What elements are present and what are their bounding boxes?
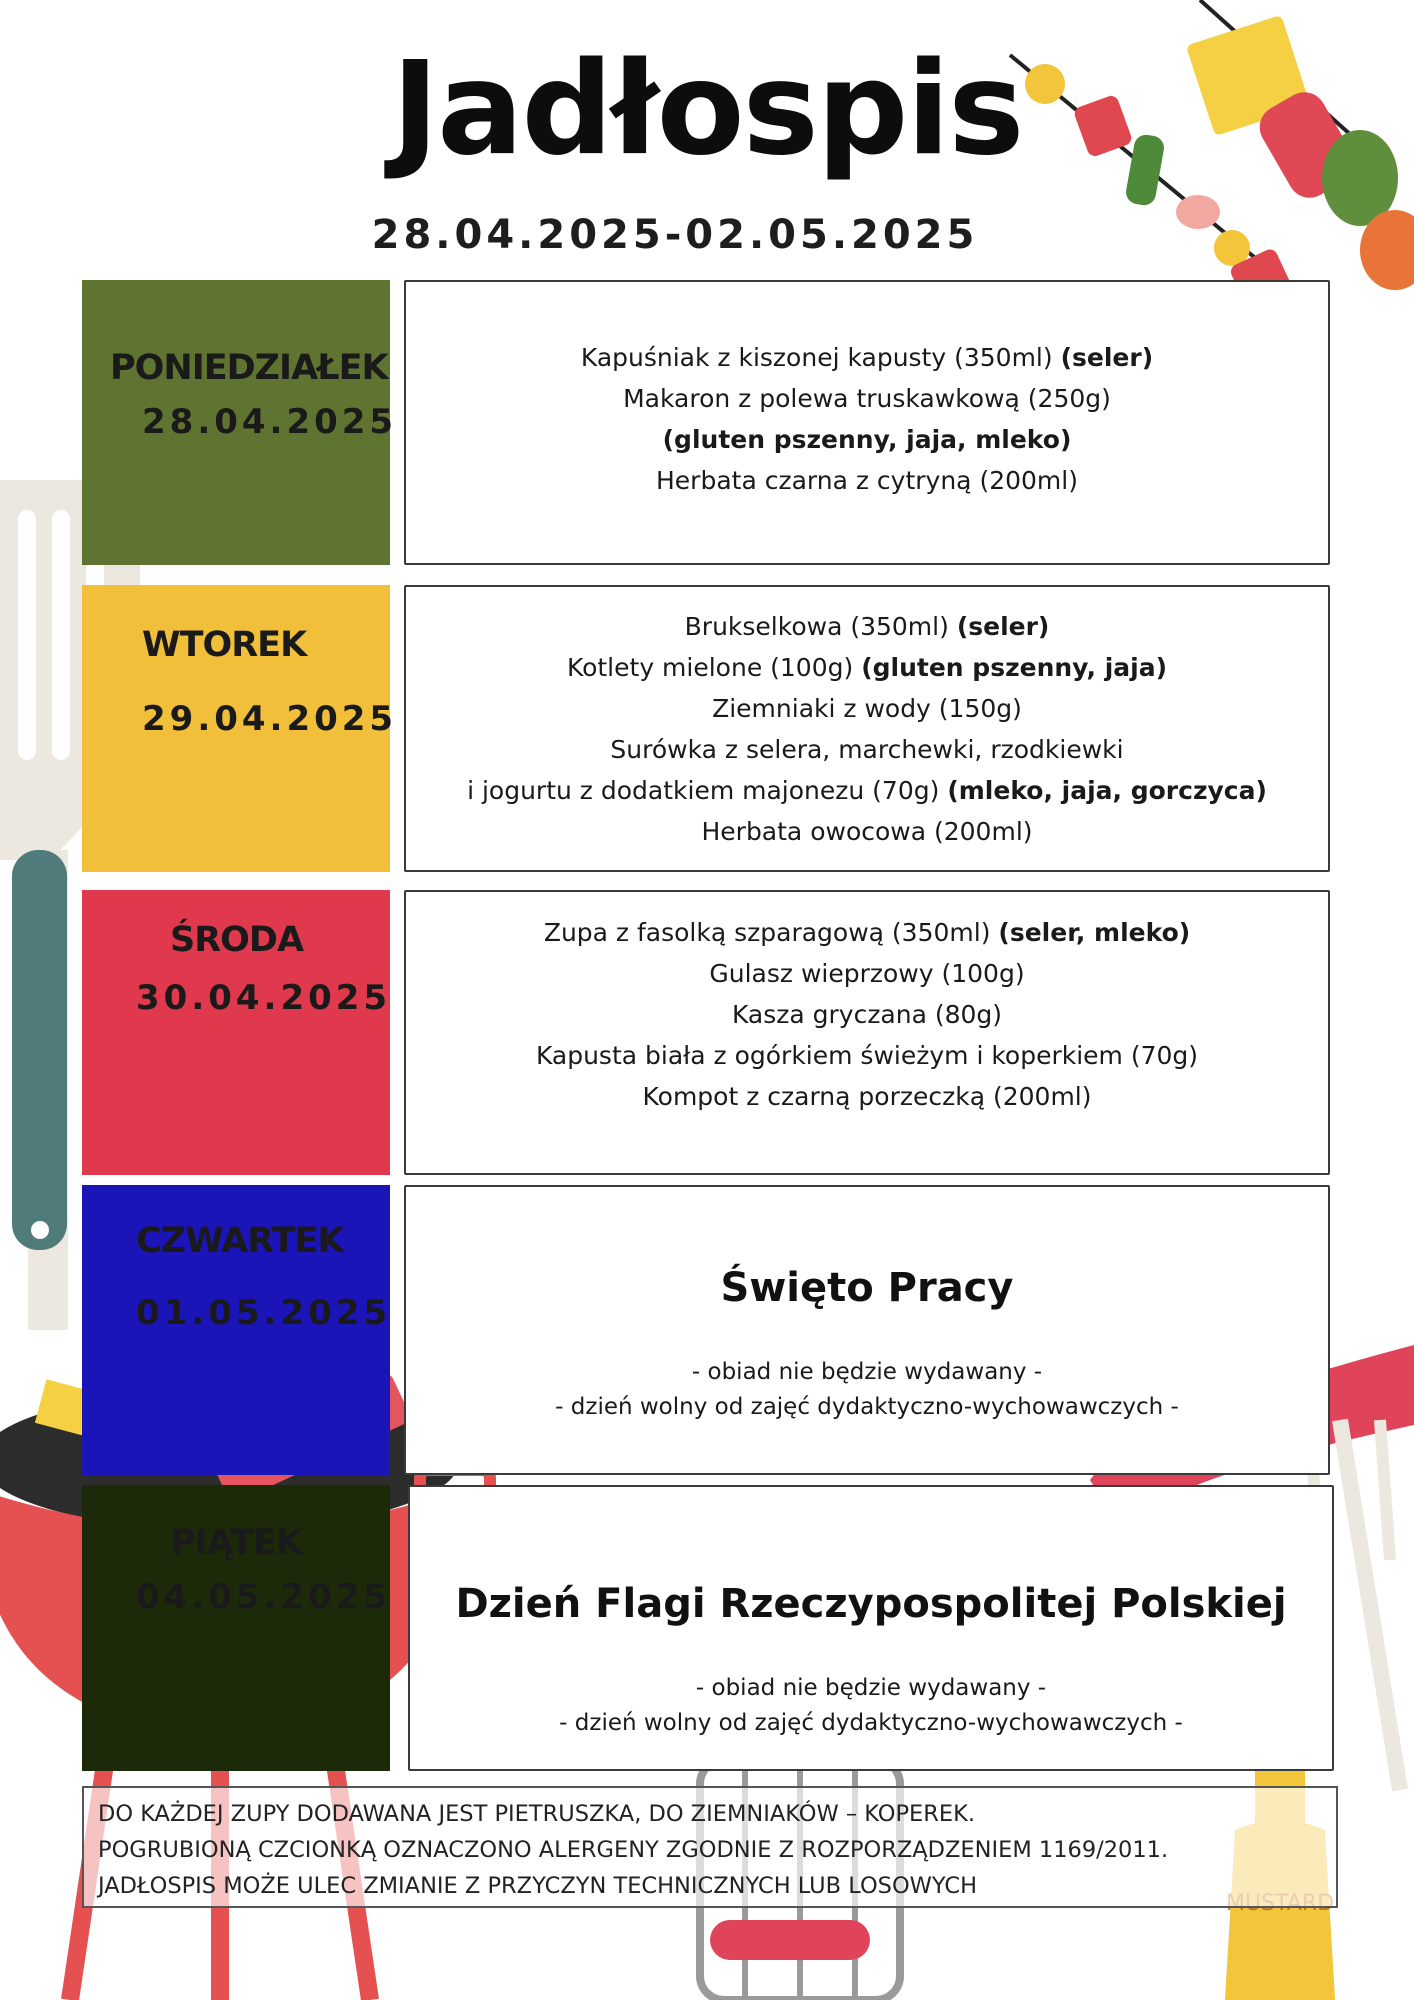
day-date: 04.05.2025 xyxy=(136,1577,392,1617)
holiday-note: - dzień wolny od zajęć dydaktyczno-wychowawczych - xyxy=(555,1394,1179,1420)
menu-lines xyxy=(406,912,1328,1117)
holiday-title: Święto Pracy xyxy=(720,1265,1014,1311)
menu-lines xyxy=(406,606,1328,852)
menu-line: Ziemniaki z wody (150g) xyxy=(712,694,1022,723)
menu-line: Surówka z selera, marchewki, rzodkiewki xyxy=(610,735,1124,764)
day-box-tuesday xyxy=(82,585,398,872)
day-date: 28.04.2025 xyxy=(142,402,398,442)
menu-line: (gluten pszenny, jaja, mleko) xyxy=(662,425,1072,454)
menu-box-friday xyxy=(408,1485,1334,1771)
holiday-title: Dzień Flagi Rzeczypospolitej Polskiej xyxy=(455,1581,1287,1627)
menu-box-tuesday xyxy=(404,585,1330,872)
menu-line: Zupa z fasolką szparagową (350ml) (seler, mleko) xyxy=(543,918,1191,947)
menu-box-thursday xyxy=(404,1185,1330,1475)
footnote-line: DO KAŻDEJ ZUPY DODAWANA JEST PIETRUSZKA, DO ZIEMNIAKÓW – KOPEREK. xyxy=(98,1801,976,1827)
holiday-note: - obiad nie będzie wydawany - xyxy=(691,1359,1043,1385)
menu-line: Gulasz wieprzowy (100g) xyxy=(709,959,1025,988)
menu-line: Kotlety mielone (100g) (gluten pszenny, jaja) xyxy=(566,653,1168,682)
menu-line: Kompot z czarną porzeczką (200ml) xyxy=(642,1082,1092,1111)
day-box-monday xyxy=(82,280,398,565)
menu-line: Brukselkowa (350ml) (seler) xyxy=(684,612,1050,641)
menu-box-monday xyxy=(404,280,1330,565)
day-box-thursday xyxy=(82,1185,390,1475)
day-box-friday xyxy=(82,1485,390,1771)
menu-line: Herbata czarna z cytryną (200ml) xyxy=(656,466,1078,495)
menu-line: Makaron z polewa truskawkową (250g) xyxy=(623,384,1111,413)
day-name: PIĄTEK xyxy=(170,1523,302,1563)
menu-line: i jogurtu z dodatkiem majonezu (70g) (mleko, jaja, gorczyca) xyxy=(467,776,1267,805)
date-range: 28.04.2025-02.05.2025 xyxy=(371,212,979,258)
footnote-line: JADŁOSPIS MOŻE ULEC ZMIANIE Z PRZYCZYN TECHNICZNYCH LUB LOSOWYCH xyxy=(98,1873,978,1899)
day-box-wednesday xyxy=(82,890,390,1175)
day-date: 29.04.2025 xyxy=(142,699,398,739)
day-name: CZWARTEK xyxy=(136,1221,344,1261)
menu-line: Kasza gryczana (80g) xyxy=(731,1000,1003,1029)
day-name: ŚRODA xyxy=(170,920,304,960)
allergen-footnote xyxy=(82,1786,1338,1908)
menu-line: Herbata owocowa (200ml) xyxy=(701,817,1033,846)
holiday-note: - dzień wolny od zajęć dydaktyczno-wychowawczych - xyxy=(559,1710,1183,1736)
page-title: Jadłospis xyxy=(391,35,1023,184)
day-name: PONIEDZIAŁEK xyxy=(110,348,388,388)
menu-lines xyxy=(406,337,1328,501)
menu-box-wednesday xyxy=(404,890,1330,1175)
holiday-note: - obiad nie będzie wydawany - xyxy=(695,1675,1047,1701)
day-date: 01.05.2025 xyxy=(136,1293,392,1333)
menu-line: Kapuśniak z kiszonej kapusty (350ml) (seler) xyxy=(580,343,1154,372)
day-name: WTOREK xyxy=(142,625,307,665)
footnote-line: POGRUBIONĄ CZCIONKĄ OZNACZONO ALERGENY ZGODNIE Z ROZPORZĄDZENIEM 1169/2011. xyxy=(98,1837,1169,1863)
day-date: 30.04.2025 xyxy=(136,978,392,1018)
menu-line: Kapusta biała z ogórkiem świeżym i koperkiem (70g) xyxy=(535,1041,1199,1070)
